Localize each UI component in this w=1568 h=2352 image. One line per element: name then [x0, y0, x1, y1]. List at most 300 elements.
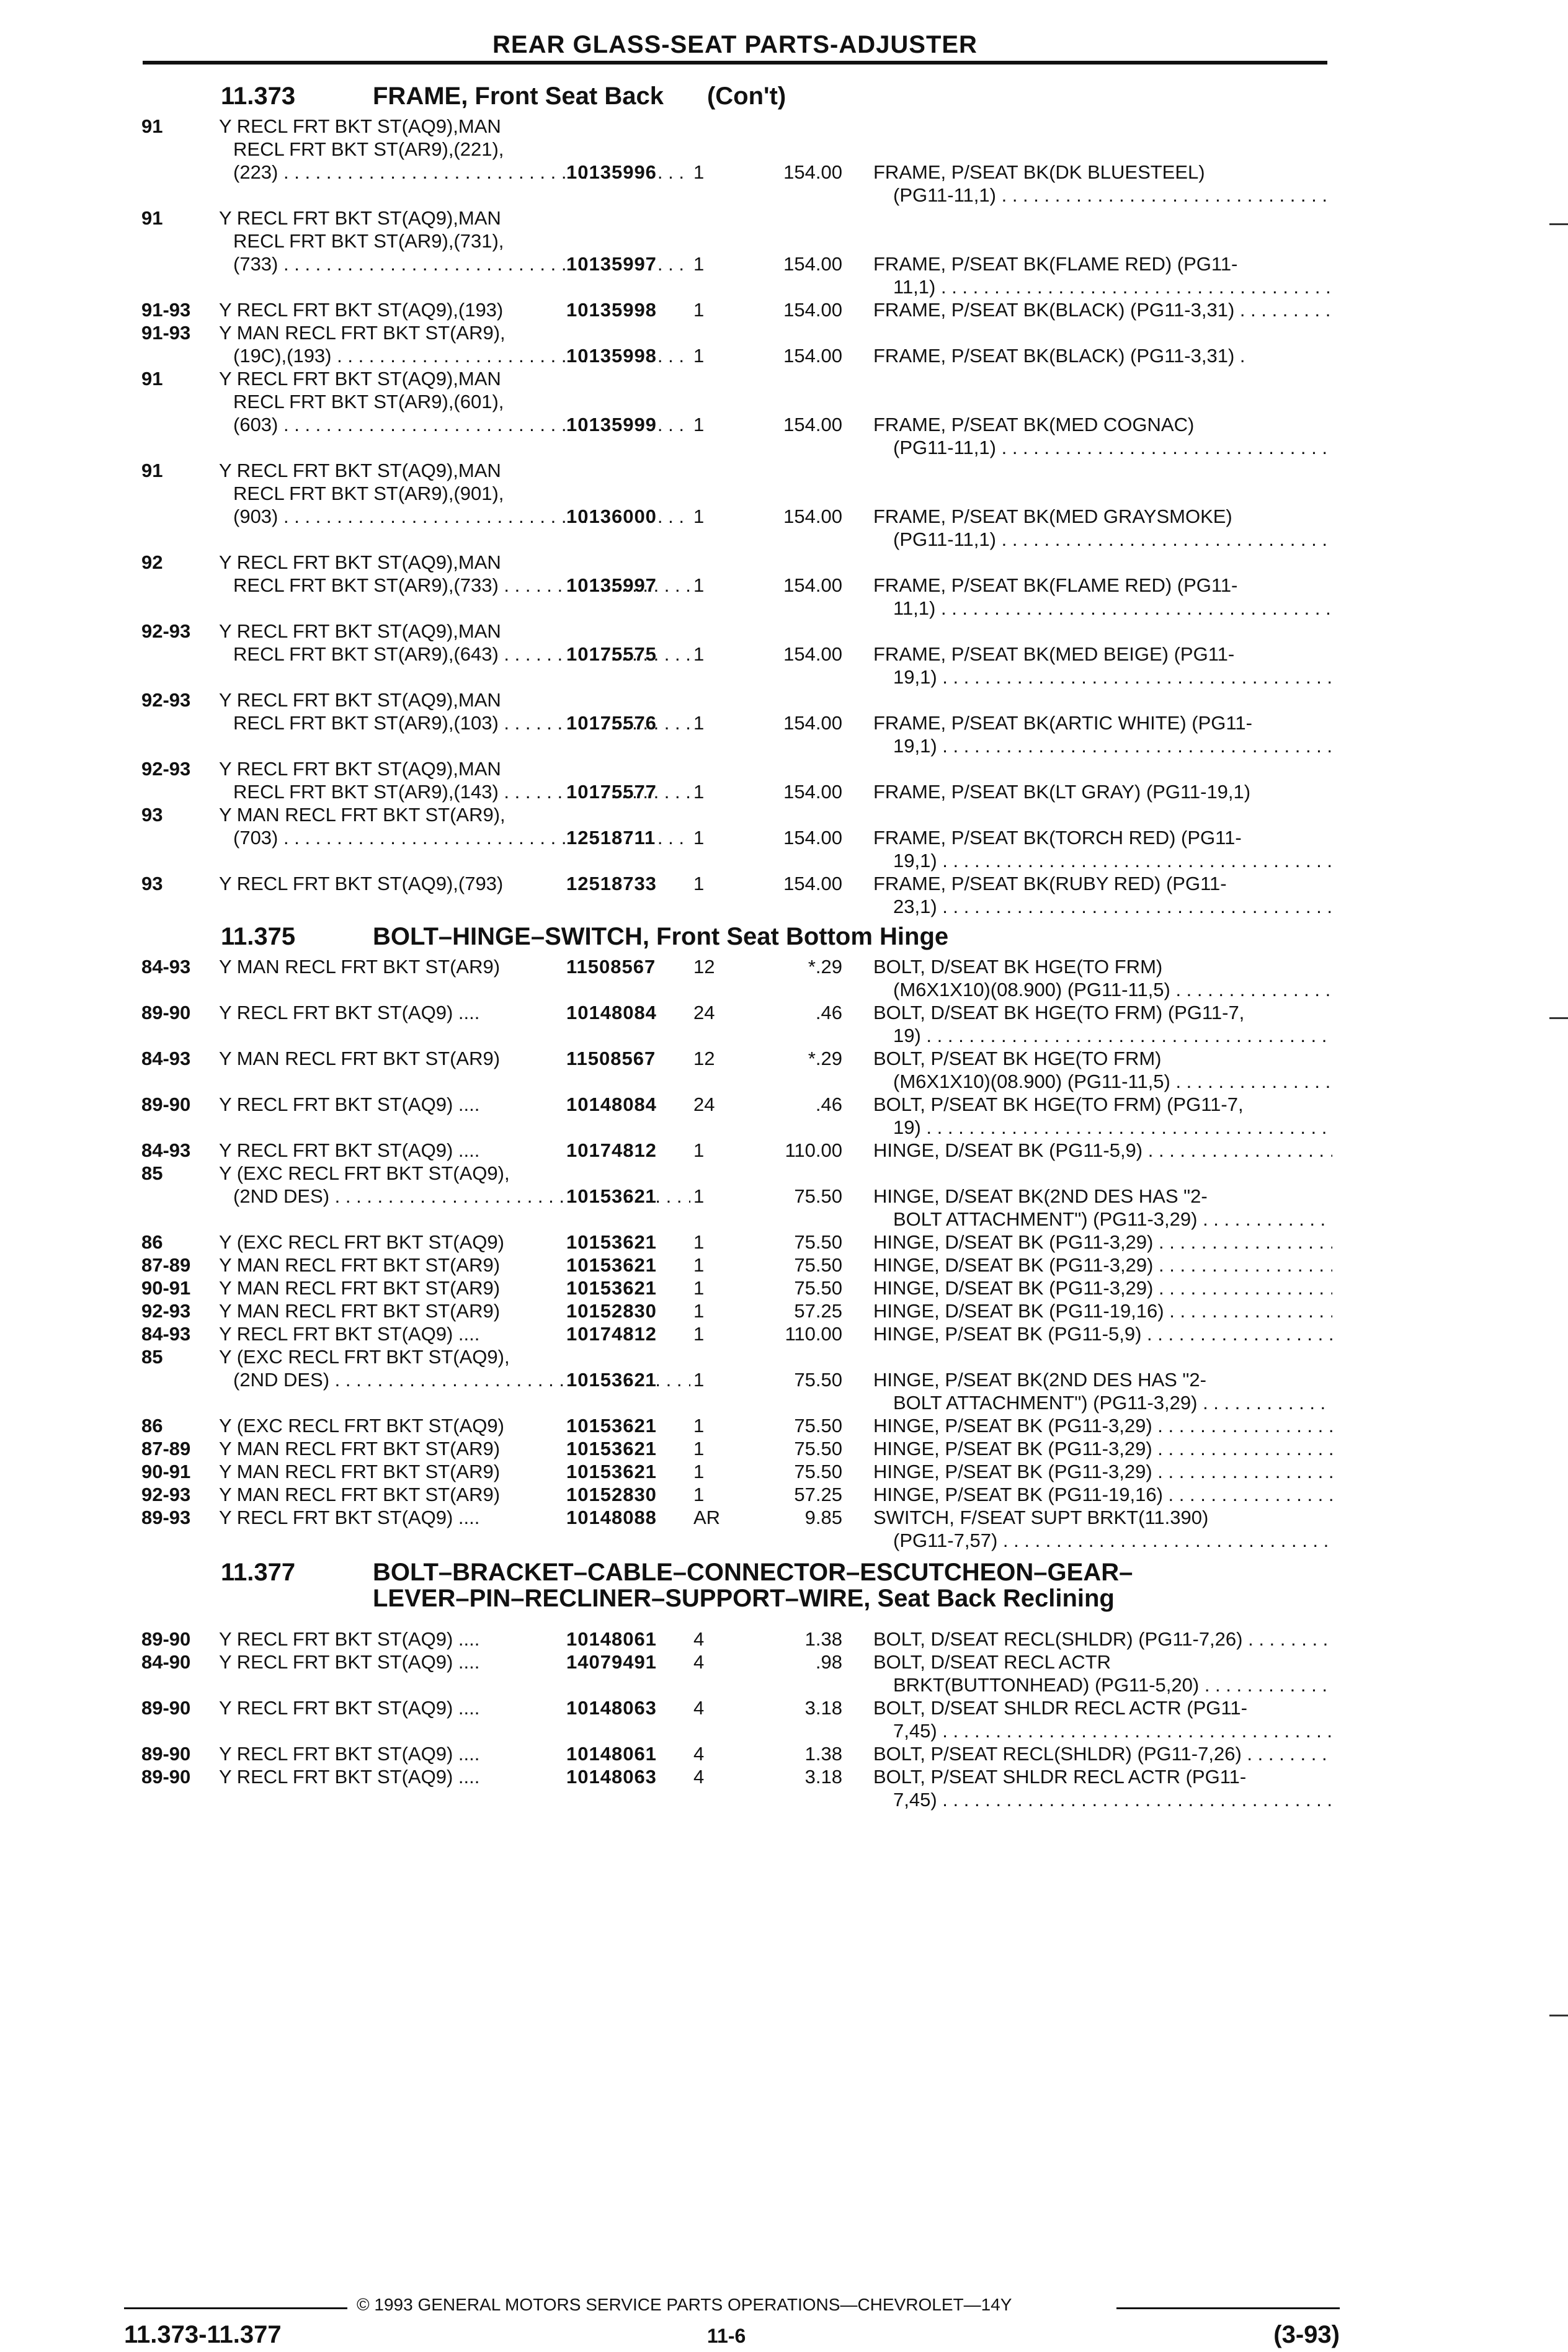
usage-description [233, 482, 690, 505]
quantity: 1 [693, 161, 705, 183]
part-number: 12518733 [566, 873, 657, 894]
parts-section [141, 78, 1332, 918]
parts-entry [141, 1345, 1332, 1414]
entry-line [141, 1254, 1332, 1276]
price: 154.00 [783, 712, 842, 734]
part-name [893, 436, 1332, 459]
entry-line [141, 1529, 1332, 1552]
part-name-text: BOLT ATTACHMENT") (PG11-3,29) [893, 1208, 1198, 1230]
part-name [893, 1788, 1332, 1811]
part-name [873, 1276, 1332, 1299]
quantity: 1 [693, 781, 705, 803]
usage-description [219, 1162, 690, 1185]
model-year: 91 [141, 207, 163, 229]
part-name [873, 252, 1332, 275]
part-name [893, 1529, 1332, 1552]
quantity: 1 [693, 1484, 705, 1505]
price: 154.00 [783, 345, 842, 367]
usage-text: Y RECL FRT BKT ST(AQ9) .... [219, 1507, 480, 1528]
quantity: 24 [693, 1094, 715, 1115]
part-name [873, 413, 1332, 436]
parts-entry [141, 688, 1332, 757]
usage-text: Y RECL FRT BKT ST(AQ9),MAN [219, 460, 501, 481]
part-name-text: (PG11-11,1) [893, 184, 996, 206]
leader-dots [1141, 1323, 1332, 1345]
usage-description [219, 321, 690, 344]
entry-line [141, 413, 1332, 436]
part-name [873, 780, 1332, 803]
model-year: 92-93 [141, 689, 191, 711]
part-name-text: 19) [893, 1116, 921, 1138]
leader-dots [1152, 1461, 1332, 1482]
part-name-text: (M6X1X10)(08.900) (PG11-11,5) [893, 979, 1170, 1000]
price: 154.00 [783, 827, 842, 849]
part-name [873, 1483, 1332, 1506]
leader-dots [1143, 1139, 1332, 1161]
price: .98 [815, 1651, 842, 1673]
section-range: 11.373-11.377 [124, 2321, 282, 2348]
price: .46 [815, 1094, 842, 1115]
section-heading [141, 918, 1332, 955]
usage-description [219, 115, 690, 138]
parts-section [141, 918, 1332, 1552]
entry-line [141, 734, 1332, 757]
leader-dots [1170, 1071, 1332, 1092]
parts-entry [141, 1299, 1332, 1322]
parts-entry [141, 207, 1332, 298]
quantity: 1 [693, 1185, 705, 1207]
part-number: 10153621 [566, 1254, 657, 1276]
leader-dots [1197, 1392, 1332, 1414]
leader-dots [1170, 979, 1332, 1000]
parts-entry [141, 1231, 1332, 1254]
part-name [873, 955, 1332, 978]
part-name [893, 1024, 1332, 1047]
model-year: 84-90 [141, 1651, 191, 1673]
entry-line [141, 1185, 1332, 1208]
usage-text: Y RECL FRT BKT ST(AQ9),(793) [219, 873, 504, 894]
part-name-text: FRAME, P/SEAT BK(LT GRAY) (PG11-19,1) [873, 781, 1251, 803]
parts-entry [141, 1093, 1332, 1139]
part-name-text: BOLT, D/SEAT BK HGE(TO FRM) (PG11-7, [873, 1002, 1245, 1023]
model-year: 91 [141, 460, 163, 481]
section-heading [141, 78, 1332, 115]
price: 75.50 [794, 1369, 842, 1391]
price: 154.00 [783, 299, 842, 321]
section-heading [141, 1552, 1332, 1628]
entry-line [141, 803, 1332, 826]
entry-line [141, 1483, 1332, 1506]
parts-entry [141, 1437, 1332, 1460]
part-name-text: 19) [893, 1025, 921, 1046]
part-name-text: FRAME, P/SEAT BK(MED COGNAC) [873, 414, 1195, 435]
usage-description [219, 620, 690, 643]
part-name [873, 1185, 1332, 1208]
entry-line [141, 711, 1332, 734]
part-number: 10174812 [566, 1323, 657, 1345]
part-name-text: FRAME, P/SEAT BK(DK BLUESTEEL) [873, 161, 1205, 183]
price: 154.00 [783, 643, 842, 665]
price: 154.00 [783, 506, 842, 527]
part-name-text: HINGE, P/SEAT BK (PG11-3,29) [873, 1438, 1152, 1459]
part-name-text: FRAME, P/SEAT BK(MED GRAYSMOKE) [873, 506, 1232, 527]
entry-line [141, 1437, 1332, 1460]
section-number: 11.377 [221, 1559, 296, 1586]
page-header [143, 30, 1327, 65]
entry-line [141, 1322, 1332, 1345]
price: *.29 [808, 1048, 842, 1069]
price: 75.50 [794, 1231, 842, 1253]
section-title: BOLT–BRACKET–CABLE–CONNECTOR–ESCUTCHEON–GEAR– [373, 1559, 1133, 1586]
parts-entry [141, 803, 1332, 872]
entry-line [141, 436, 1332, 459]
part-name-text: FRAME, P/SEAT BK(RUBY RED) (PG11- [873, 873, 1227, 894]
entry-line [141, 1276, 1332, 1299]
parts-entry [141, 551, 1332, 620]
section-title-continued: LEVER–PIN–RECLINER–SUPPORT–WIRE, Seat Back Reclining [373, 1585, 1115, 1612]
leader-dots [937, 1789, 1332, 1811]
usage-text: Y RECL FRT BKT ST(AQ9) .... [219, 1323, 480, 1345]
entry-line [141, 1696, 1332, 1719]
model-year: 85 [141, 1162, 163, 1184]
part-name [873, 344, 1332, 367]
leader-dots [1199, 1674, 1332, 1696]
part-number: 10153621 [566, 1461, 657, 1482]
usage-text: RECL FRT BKT ST(AR9),(103) [233, 712, 499, 734]
part-name-text: BOLT, P/SEAT SHLDR RECL ACTR (PG11- [873, 1766, 1247, 1788]
usage-text: (703) [233, 827, 278, 849]
parts-entry [141, 1001, 1332, 1047]
part-number: 10148084 [566, 1002, 657, 1023]
model-year: 85 [141, 1346, 163, 1368]
revision-date: (3-93) [1273, 2321, 1340, 2348]
parts-entry [141, 367, 1332, 459]
parts-entry [141, 1162, 1332, 1231]
section-continued-note: (Con't) [706, 82, 786, 110]
part-name [893, 275, 1332, 298]
price: 154.00 [783, 253, 842, 275]
part-number: 10148061 [566, 1628, 657, 1650]
quantity: 1 [693, 1323, 705, 1345]
quantity: 1 [693, 414, 705, 435]
model-year: 89-90 [141, 1628, 191, 1650]
part-number: 10136000 [566, 506, 657, 527]
part-number: 10135996 [566, 161, 657, 183]
entry-line [141, 505, 1332, 528]
price: 110.00 [785, 1139, 842, 1161]
leader-dots [1152, 1438, 1332, 1459]
leader-dots [1163, 1484, 1332, 1505]
leader-dots [921, 1025, 1332, 1046]
usage-description [219, 367, 690, 390]
quantity: 1 [693, 506, 705, 527]
part-name-text: 7,45) [893, 1720, 937, 1742]
price: 1.38 [804, 1628, 842, 1650]
part-number: 11508567 [566, 1048, 656, 1069]
part-name-text: BOLT, D/SEAT SHLDR RECL ACTR (PG11- [873, 1697, 1247, 1719]
part-name-text: 23,1) [893, 896, 937, 917]
usage-text: RECL FRT BKT ST(AR9),(731), [233, 230, 504, 252]
leader-dots [1164, 1300, 1332, 1322]
part-number: 10174812 [566, 1139, 657, 1161]
quantity: 4 [693, 1697, 705, 1719]
part-name-text: 11,1) [893, 276, 936, 298]
part-name [873, 1093, 1332, 1116]
part-name-text: HINGE, P/SEAT BK(2ND DES HAS "2- [873, 1369, 1206, 1391]
part-name-text: HINGE, D/SEAT BK(2ND DES HAS "2- [873, 1185, 1208, 1207]
model-year: 87-89 [141, 1438, 191, 1459]
entry-line [141, 849, 1332, 872]
part-name [873, 711, 1332, 734]
parts-entry [141, 757, 1332, 803]
quantity: 1 [693, 345, 705, 367]
part-name-text: HINGE, D/SEAT BK (PG11-3,29) [873, 1277, 1154, 1299]
part-name [893, 895, 1332, 918]
part-number: 10153621 [566, 1185, 657, 1207]
part-name-text: (PG11-11,1) [893, 437, 996, 458]
entry-line [141, 1719, 1332, 1742]
entry-line [141, 321, 1332, 344]
part-name [873, 161, 1332, 184]
usage-text: RECL FRT BKT ST(AR9),(643) [233, 643, 499, 665]
part-name [873, 1460, 1332, 1483]
entry-line [141, 344, 1332, 367]
usage-text: Y MAN RECL FRT BKT ST(AR9) [219, 1461, 501, 1482]
leader-dots [997, 1530, 1332, 1551]
usage-text: Y (EXC RECL FRT BKT ST(AQ9) [219, 1231, 504, 1253]
part-name [873, 1299, 1332, 1322]
part-name-text: FRAME, P/SEAT BK(BLACK) (PG11-3,31) . [873, 299, 1245, 321]
price: .46 [815, 1002, 842, 1023]
part-name-text: 19,1) [893, 850, 937, 871]
part-number: 10135998 [566, 345, 657, 367]
copyright-text: © 1993 GENERAL MOTORS SERVICE PARTS OPERATIONS—CHEVROLET—14Y [357, 2295, 1012, 2314]
price: 154.00 [783, 873, 842, 894]
usage-text: Y (EXC RECL FRT BKT ST(AQ9), [219, 1346, 510, 1368]
section-title: BOLT–HINGE–SWITCH, Front Seat Bottom Hinge [373, 923, 949, 950]
part-name [873, 1506, 1332, 1529]
usage-text: RECL FRT BKT ST(AR9),(901), [233, 483, 504, 504]
entry-line [141, 482, 1332, 505]
entry-line [141, 551, 1332, 574]
model-year: 89-90 [141, 1002, 191, 1023]
usage-description [219, 803, 690, 826]
entry-line [141, 298, 1332, 321]
entry-line [141, 115, 1332, 138]
part-name-text: FRAME, P/SEAT BK(FLAME RED) (PG11- [873, 574, 1238, 596]
model-year: 90-91 [141, 1277, 191, 1299]
part-name [873, 574, 1332, 597]
model-year: 92-93 [141, 758, 191, 780]
part-name-text: HINGE, P/SEAT BK (PG11-5,9) [873, 1323, 1142, 1345]
part-name-text: SWITCH, F/SEAT SUPT BRKT(11.390) [873, 1507, 1209, 1528]
quantity: 1 [693, 1254, 705, 1276]
usage-text: Y MAN RECL FRT BKT ST(AR9) [219, 1484, 501, 1505]
part-name [893, 1391, 1332, 1414]
margin-mark [1549, 223, 1568, 225]
part-name [893, 184, 1332, 207]
part-number: 10153621 [566, 1277, 657, 1299]
entry-line [141, 1231, 1332, 1254]
parts-entry [141, 1460, 1332, 1483]
leader-dots [1245, 299, 1332, 321]
leader-dots [1197, 1208, 1332, 1230]
entry-line [141, 1345, 1332, 1368]
part-name [893, 528, 1332, 551]
entry-line [141, 1742, 1332, 1765]
part-number: 10175577 [566, 781, 657, 803]
price: 57.25 [794, 1484, 842, 1505]
entry-line [141, 1368, 1332, 1391]
price: 57.25 [794, 1300, 842, 1322]
quantity: 1 [693, 1231, 705, 1253]
usage-description [219, 207, 690, 229]
entry-line [141, 1139, 1332, 1162]
entry-line [141, 1628, 1332, 1650]
leader-dots [1242, 1628, 1332, 1650]
quantity: 1 [693, 827, 705, 849]
price: 75.50 [794, 1277, 842, 1299]
part-number: 14079491 [566, 1651, 657, 1673]
parts-entry [141, 1628, 1332, 1650]
part-name-text: FRAME, P/SEAT BK(TORCH RED) (PG11- [873, 827, 1242, 849]
usage-description [219, 688, 690, 711]
part-name [893, 1673, 1332, 1696]
part-number: 10148063 [566, 1697, 657, 1719]
parts-entry [141, 459, 1332, 551]
part-number: 10153621 [566, 1231, 657, 1253]
price: 75.50 [794, 1461, 842, 1482]
usage-description [233, 138, 690, 161]
usage-text: Y RECL FRT BKT ST(AQ9),(193) [219, 299, 504, 321]
parts-section [141, 1552, 1332, 1811]
price: 154.00 [783, 781, 842, 803]
usage-text: Y RECL FRT BKT ST(AQ9) .... [219, 1094, 480, 1115]
model-year: 93 [141, 873, 163, 894]
part-number: 10152830 [566, 1300, 657, 1322]
entry-line [141, 161, 1332, 184]
price: 154.00 [783, 574, 842, 596]
part-number: 10135997 [566, 253, 657, 275]
quantity: 1 [693, 253, 705, 275]
usage-text: Y RECL FRT BKT ST(AQ9),MAN [219, 689, 501, 711]
part-name-text: BOLT, D/SEAT RECL(SHLDR) (PG11-7,26) [873, 1628, 1243, 1650]
entry-line [141, 390, 1332, 413]
usage-text: RECL FRT BKT ST(AR9),(221), [233, 138, 504, 160]
parts-entry [141, 1650, 1332, 1696]
model-year: 92 [141, 551, 163, 573]
entry-line [141, 1765, 1332, 1788]
usage-text: Y (EXC RECL FRT BKT ST(AQ9), [219, 1162, 510, 1184]
price: 75.50 [794, 1438, 842, 1459]
part-name [873, 643, 1332, 666]
section-number: 11.373 [221, 82, 296, 110]
leader-dots [996, 437, 1332, 458]
entry-line [141, 757, 1332, 780]
entry-line [141, 978, 1332, 1001]
part-number: 10153621 [566, 1369, 657, 1391]
part-name [873, 1047, 1332, 1070]
entry-line [141, 620, 1332, 643]
part-name-text: FRAME, P/SEAT BK(FLAME RED) (PG11- [873, 253, 1238, 275]
quantity: 1 [693, 299, 705, 321]
entry-line [141, 367, 1332, 390]
part-name-text: HINGE, D/SEAT BK (PG11-3,29) [873, 1254, 1154, 1276]
quantity: 12 [693, 1048, 715, 1069]
usage-text: Y RECL FRT BKT ST(AQ9) .... [219, 1766, 480, 1788]
quantity: 4 [693, 1628, 705, 1650]
part-name [873, 1001, 1332, 1024]
price: 75.50 [794, 1415, 842, 1437]
leader-dots [1152, 1415, 1332, 1437]
price: 75.50 [794, 1254, 842, 1276]
quantity: 1 [693, 1438, 705, 1459]
quantity: 1 [693, 1369, 705, 1391]
entry-line [141, 184, 1332, 207]
quantity: 1 [693, 574, 705, 596]
entry-line [141, 275, 1332, 298]
entry-line [141, 666, 1332, 688]
leader-dots [1153, 1231, 1332, 1253]
usage-text: RECL FRT BKT ST(AR9),(601), [233, 391, 504, 412]
part-name [893, 849, 1332, 872]
usage-text: RECL FRT BKT ST(AR9),(733) [233, 574, 499, 596]
part-name-text: (PG11-7,57) [893, 1530, 998, 1551]
model-year: 91-93 [141, 299, 191, 321]
price: 110.00 [785, 1323, 842, 1345]
usage-text: Y RECL FRT BKT ST(AQ9) .... [219, 1651, 480, 1673]
quantity: 1 [693, 643, 705, 665]
usage-text: Y RECL FRT BKT ST(AQ9) .... [219, 1002, 480, 1023]
entry-line [141, 826, 1332, 849]
part-name [873, 298, 1332, 321]
entry-line [141, 1116, 1332, 1139]
model-year: 91 [141, 368, 163, 390]
model-year: 92-93 [141, 1300, 191, 1322]
part-number: 10148088 [566, 1507, 657, 1528]
part-name [873, 1696, 1332, 1719]
quantity: 1 [693, 1415, 705, 1437]
entry-line [141, 688, 1332, 711]
part-number: 10175575 [566, 643, 657, 665]
entry-line [141, 459, 1332, 482]
quantity: 1 [693, 873, 705, 894]
parts-entry [141, 1322, 1332, 1345]
price: 154.00 [783, 161, 842, 183]
quantity: 1 [693, 1277, 705, 1299]
usage-description [219, 757, 690, 780]
parts-entry [141, 1483, 1332, 1506]
model-year: 89-90 [141, 1094, 191, 1115]
usage-text: Y MAN RECL FRT BKT ST(AR9) [219, 956, 501, 978]
leader-dots [935, 276, 1332, 298]
part-name-text: 11,1) [893, 597, 936, 619]
usage-text: Y MAN RECL FRT BKT ST(AR9), [219, 322, 506, 344]
leader-dots [937, 666, 1332, 688]
quantity: 24 [693, 1002, 715, 1023]
model-year: 91-93 [141, 322, 191, 344]
model-year: 90-91 [141, 1461, 191, 1482]
usage-text: Y RECL FRT BKT ST(AQ9) .... [219, 1139, 480, 1161]
margin-mark [1549, 1017, 1568, 1019]
part-number: 10152830 [566, 1484, 657, 1505]
parts-entry [141, 321, 1332, 367]
leader-dots [937, 850, 1332, 871]
usage-text: (19C),(193) [233, 345, 332, 367]
usage-description [219, 1345, 690, 1368]
part-number: 10153621 [566, 1438, 657, 1459]
part-name-text: HINGE, P/SEAT BK (PG11-3,29) [873, 1415, 1152, 1437]
